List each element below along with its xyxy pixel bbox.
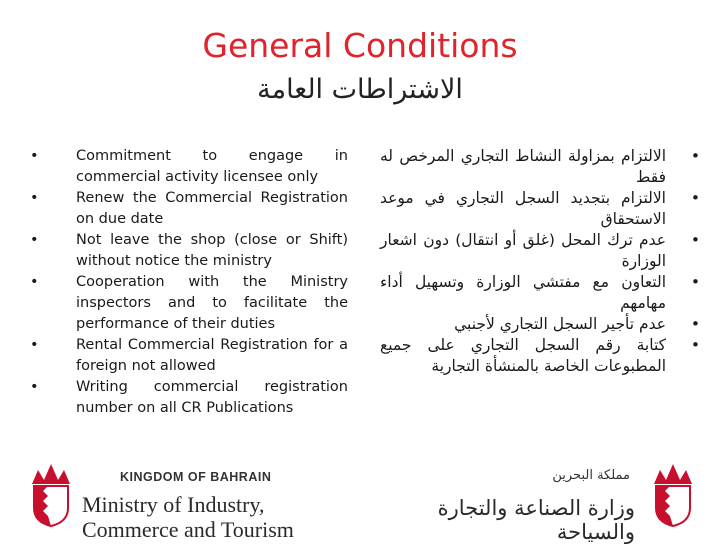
bahrain-emblem-icon xyxy=(28,462,74,528)
page-title: General Conditions xyxy=(202,26,518,65)
bahrain-emblem-icon xyxy=(650,462,696,528)
condition-item-arabic: • الالتزام بمزاولة النشاط التجاري المرخص له فقط xyxy=(380,146,680,188)
condition-item-arabic: • التعاون مع مفتشي الوزارة وتسهيل أداء مهامهم xyxy=(380,272,680,314)
condition-item-arabic: • عدم ترك المحل (غلق أو انتقال) دون اشعار الوزارة xyxy=(380,230,680,272)
ministry-name-line1: Ministry of Industry, xyxy=(82,492,265,517)
condition-item: • Cooperation with the Ministry inspectors and to facilitate the performance of their duties xyxy=(30,272,348,335)
ministry-name-arabic: وزارة الصناعة والتجارة والسياحة xyxy=(437,496,635,544)
condition-item: • Commitment to engage in commercial activity licensee only xyxy=(30,146,348,188)
ministry-name xyxy=(82,492,294,542)
condition-item-arabic: • عدم تأجير السجل التجاري لأجنبي xyxy=(380,314,680,335)
conditions-list-english xyxy=(30,146,348,419)
condition-item: • Writing commercial registration number on all CR Publications xyxy=(30,377,348,419)
condition-item: • Rental Commercial Registration for a foreign not allowed xyxy=(30,335,348,377)
conditions-list-arabic xyxy=(380,146,680,377)
condition-item: • Not leave the shop (close or Shift) without notice the ministry xyxy=(30,230,348,272)
condition-item: • Renew the Commercial Registration on due date xyxy=(30,188,348,230)
condition-item-arabic: • كتابة رقم السجل التجاري على جميع المطبوعات الخاصة بالمنشأة التجارية xyxy=(380,335,680,377)
condition-item-arabic: • الالتزام بتجديد السجل التجاري في موعد الاستحقاق xyxy=(380,188,680,230)
ministry-footer xyxy=(0,440,720,544)
kingdom-name: KINGDOM OF BAHRAIN xyxy=(120,470,272,484)
kingdom-name-arabic: مملكة البحرين xyxy=(552,468,630,483)
page-title-arabic: الاشتراطات العامة xyxy=(257,74,463,105)
ministry-name-line2: Commerce and Tourism xyxy=(82,517,294,542)
